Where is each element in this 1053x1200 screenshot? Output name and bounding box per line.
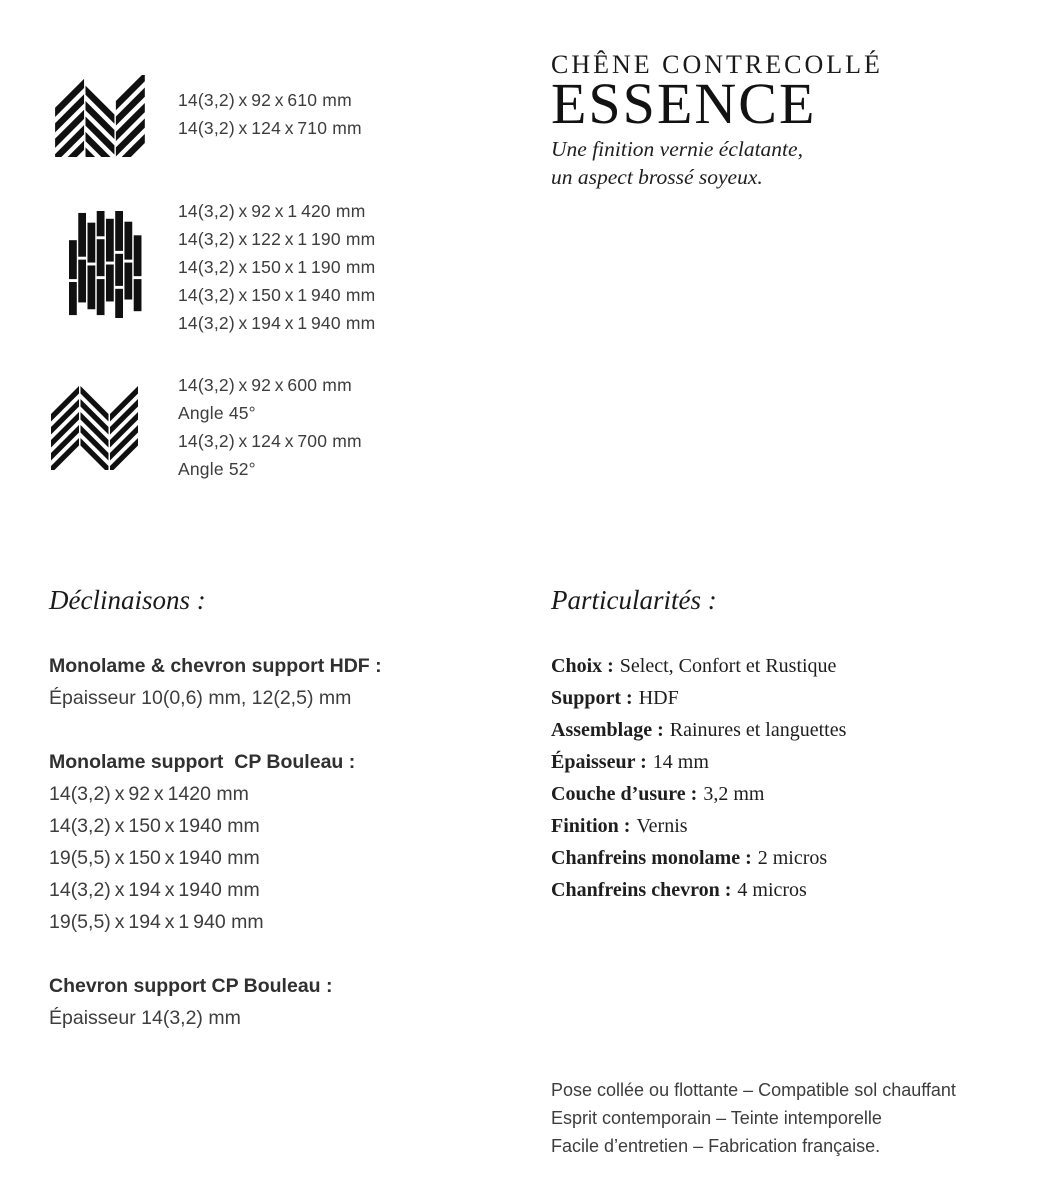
spec-row xyxy=(551,810,846,842)
spec-value: Rainures et languettes xyxy=(669,719,847,741)
spec-row xyxy=(551,682,846,714)
declinaison-group-title: Monolame & chevron support HDF : xyxy=(49,655,382,677)
declinaisons-body xyxy=(49,650,382,1066)
format-dimension-line: 14(3,2) x 92 x 600 mm xyxy=(178,375,352,395)
declinaison-line: 14(3,2) x 92 x 1420 mm xyxy=(49,783,249,805)
spec-row xyxy=(551,714,846,746)
spec-value: HDF xyxy=(638,687,679,709)
declinaison-group xyxy=(49,650,382,714)
format-angle-line: Angle 45° xyxy=(178,403,256,423)
feature-line: Pose collée ou flottante – Compatible sol chauffant xyxy=(551,1080,956,1100)
format-angle-line: Angle 52° xyxy=(178,459,256,479)
declinaison-line: Épaisseur 10(0,6) mm, 12(2,5) mm xyxy=(49,687,352,709)
declinaison-line: Épaisseur 14(3,2) mm xyxy=(49,1007,241,1029)
particularites-heading: Particularités : xyxy=(551,585,717,615)
spec-value: 2 micros xyxy=(757,847,828,869)
feature-line: Esprit contemporain – Teinte intemporelle xyxy=(551,1108,882,1128)
format-dimension-line: 14(3,2) x 194 x 1 940 mm xyxy=(178,313,376,333)
declinaison-group-title: Chevron support CP Bouleau : xyxy=(49,975,333,997)
spec-label: Chanfreins chevron : xyxy=(551,879,732,901)
spec-value: Vernis xyxy=(636,815,688,837)
spec-value: 4 micros xyxy=(737,879,807,901)
herringbone-pattern-icon xyxy=(53,75,145,157)
declinaison-line: 19(5,5) x 194 x 1 940 mm xyxy=(49,911,264,933)
declinaison-group xyxy=(49,746,382,938)
spec-row xyxy=(551,842,846,874)
spec-label: Support : xyxy=(551,687,633,709)
chevron-pattern-icon xyxy=(50,385,140,470)
product-title: ESSENCE xyxy=(551,71,817,136)
declinaison-line: 14(3,2) x 194 x 1940 mm xyxy=(49,879,260,901)
product-subtitle xyxy=(551,135,803,191)
spec-row xyxy=(551,778,846,810)
feature-line: Facile d’entretien – Fabrication française. xyxy=(551,1136,881,1156)
features-footer xyxy=(551,1076,956,1160)
format-dimension-line: 14(3,2) x 122 x 1 190 mm xyxy=(178,229,376,249)
declinaison-group-title: Monolame support CP Bouleau : xyxy=(49,751,356,773)
spec-label: Épaisseur : xyxy=(551,751,647,773)
spec-row xyxy=(551,746,846,778)
format-dimension-line: 14(3,2) x 150 x 1 190 mm xyxy=(178,257,376,277)
spec-label: Finition : xyxy=(551,815,631,837)
spec-label: Couche d’usure : xyxy=(551,783,698,805)
format-dimension-line: 14(3,2) x 124 x 700 mm xyxy=(178,431,362,451)
spec-label: Choix : xyxy=(551,655,614,677)
format-chevron-dimensions xyxy=(178,371,362,483)
declinaison-line: 14(3,2) x 150 x 1940 mm xyxy=(49,815,260,837)
subtitle-line: un aspect brossé soyeux. xyxy=(551,165,763,189)
spec-value: 14 mm xyxy=(652,751,709,773)
particularites-body xyxy=(551,650,846,906)
format-dimension-line: 14(3,2) x 150 x 1 940 mm xyxy=(178,285,376,305)
format-herringbone-dimensions xyxy=(178,86,362,142)
format-dimension-line: 14(3,2) x 124 x 710 mm xyxy=(178,118,362,138)
format-dimension-line: 14(3,2) x 92 x 610 mm xyxy=(178,90,352,110)
declinaisons-heading: Déclinaisons : xyxy=(49,585,206,615)
spec-row xyxy=(551,650,846,682)
spec-label: Chanfreins monolame : xyxy=(551,847,752,869)
format-plank-dimensions xyxy=(178,197,375,337)
product-overtitle: CHÊNE CONTRECOLLÉ xyxy=(551,50,883,79)
spec-label: Assemblage : xyxy=(551,719,664,741)
plank-pattern-icon xyxy=(68,211,142,318)
spec-value: 3,2 mm xyxy=(703,783,765,805)
declinaison-group xyxy=(49,970,382,1034)
spec-row xyxy=(551,874,846,906)
declinaison-line: 19(5,5) x 150 x 1940 mm xyxy=(49,847,260,869)
subtitle-line: Une finition vernie éclatante, xyxy=(551,137,803,161)
format-dimension-line: 14(3,2) x 92 x 1 420 mm xyxy=(178,201,366,221)
spec-value: Select, Confort et Rustique xyxy=(619,655,837,677)
